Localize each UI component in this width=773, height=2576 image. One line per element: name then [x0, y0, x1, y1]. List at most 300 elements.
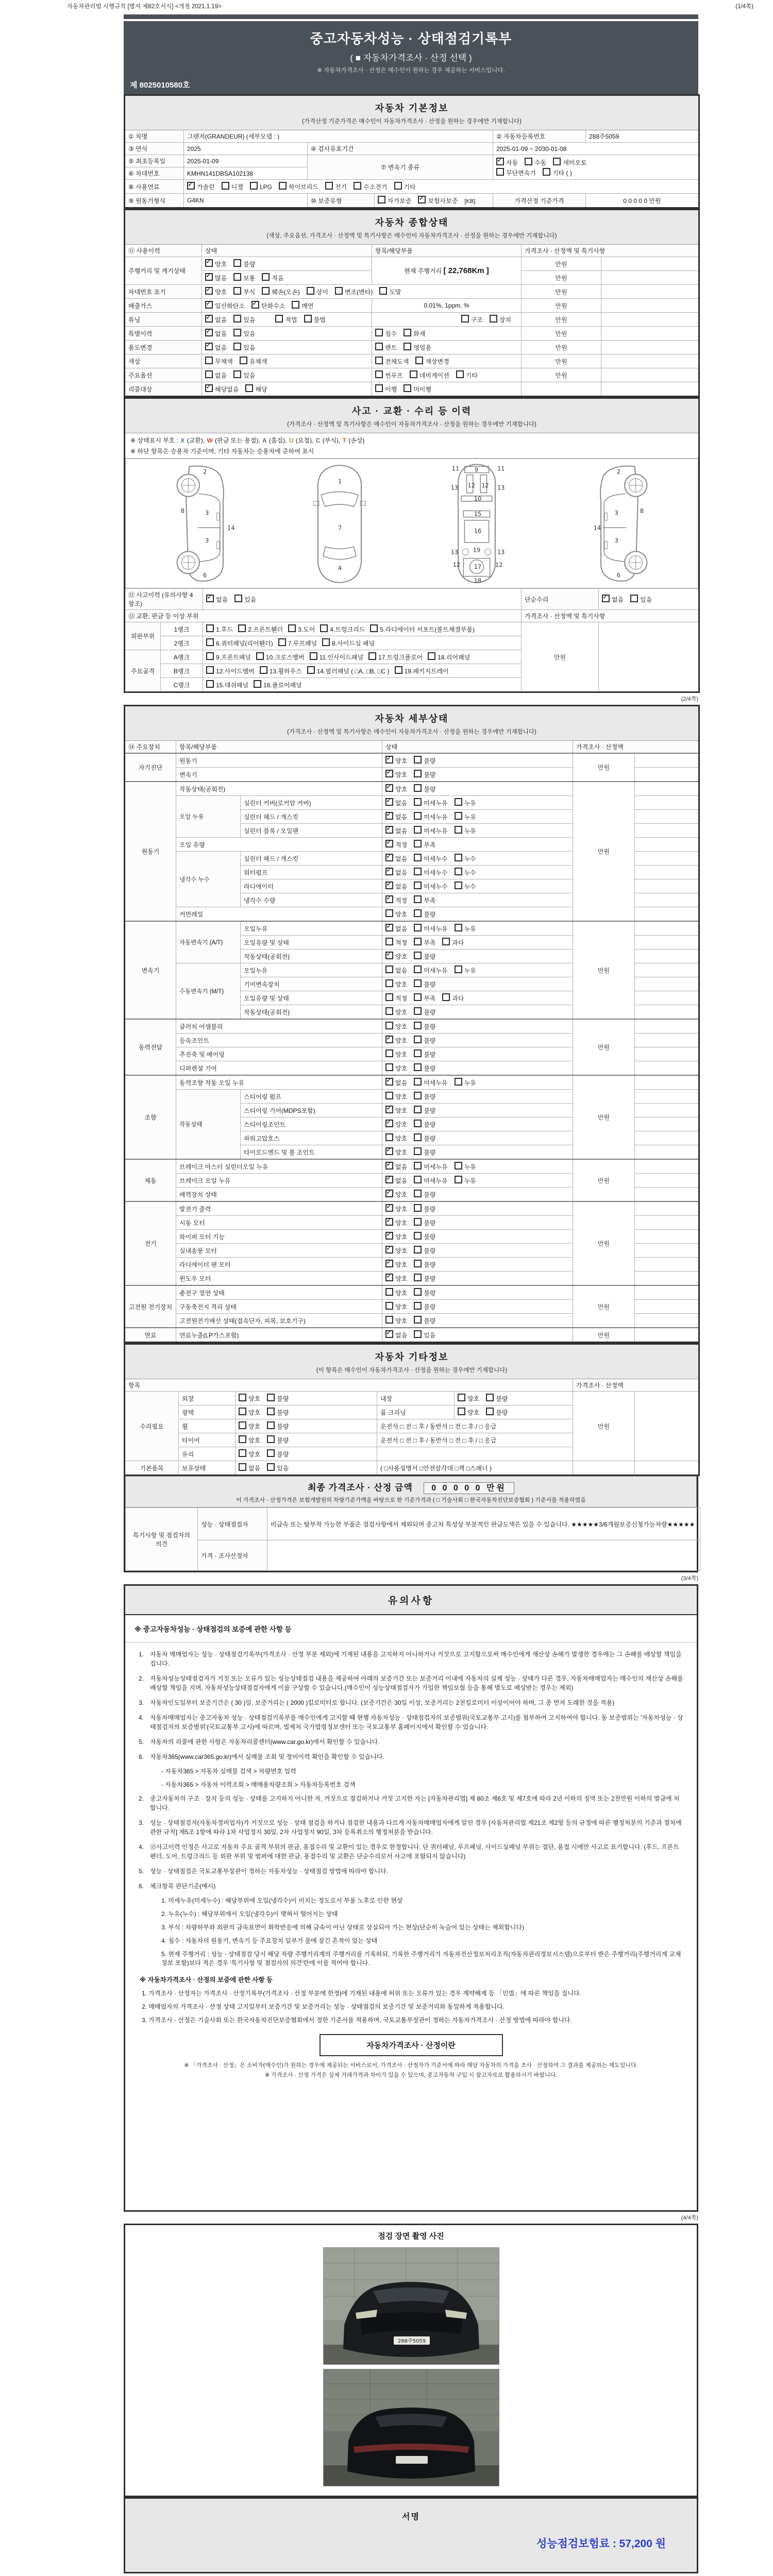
- detail-remark-cell: [635, 1201, 699, 1216]
- detail-item-state: [382, 852, 573, 866]
- svg-text:2: 2: [616, 468, 620, 476]
- checkbox-option: 불량: [414, 1091, 435, 1101]
- empty-checkbox-icon: [307, 287, 314, 295]
- final-price-note: 이 가격조사 · 산정가격은 보험개발원의 차량기준가액을 바탕으로 한 기준가격과 ( □ 기술사회 □ 한국자동차진단보증협회 ) 기준서를 적용하였음: [236, 1497, 586, 1503]
- empty-checkbox-icon: [279, 182, 287, 190]
- tire-state: [236, 1433, 377, 1447]
- detail-remark-cell: [635, 1159, 699, 1174]
- outer-panel-group: 외판부위: [125, 622, 161, 650]
- checkbox-option: 11.인사이드패널: [310, 652, 363, 662]
- detail-group-price: 만원: [573, 1285, 635, 1328]
- accident-title: 사고 · 교환 · 수리 등 이력: [351, 406, 472, 416]
- detail-item-label: 스티어링조인트: [241, 1117, 382, 1131]
- checkbox-option: 상이: [307, 286, 328, 297]
- checkbox-option: 유채색: [240, 356, 267, 366]
- detail-item-label: 연료누출(LP가스포함): [176, 1328, 382, 1343]
- detail-remark-cell: [635, 1131, 699, 1145]
- detail-remark-cell: [635, 753, 699, 768]
- basic-items-group: 기본품목: [125, 1461, 179, 1476]
- checkbox-option: 2.프론트휀더: [238, 624, 283, 634]
- empty-checkbox-icon: [414, 1218, 422, 1226]
- checkbox-option: ✓ 양호: [385, 1217, 407, 1228]
- law-reference: 자동차관리법 시행규칙 [별지 제82호서식] <개정 2021.1.19>: [67, 4, 222, 10]
- checked-checkbox-icon: [385, 895, 393, 903]
- checkbox-option: 미세누유: [414, 798, 447, 808]
- device-group-label: 조향: [125, 1075, 176, 1159]
- checkbox-option: ✓ 없음: [385, 923, 407, 934]
- svg-text:8: 8: [640, 507, 644, 515]
- col-price: 가격조사 · 산정액 및 특기사항: [522, 245, 699, 257]
- vin-mark-label: 차대번호 표기: [125, 285, 202, 299]
- empty-checkbox-icon: [455, 812, 462, 820]
- empty-checkbox-icon: [414, 938, 422, 945]
- detail-item-state: [382, 893, 573, 907]
- checked-checkbox-icon: [187, 182, 195, 190]
- price-survey-notice-item: 2. 매매업자의 가격조사 · 산정 상태 고지일부터 보증기간 및 보증거리는 성능 · 상태점검의 보증기간 및 보증거리와 동일하게 적용합니다.: [142, 2003, 505, 2010]
- empty-checkbox-icon: [245, 384, 253, 392]
- checkbox-option: 없음: [239, 1463, 260, 1473]
- rankC-items: [203, 678, 522, 692]
- price-cell: 만원: [522, 368, 601, 382]
- tuning-item: [372, 313, 522, 327]
- checkbox-option: 썬루프: [375, 370, 403, 380]
- use-change-state: [202, 341, 372, 354]
- detail-item-label: 실내송풍 모터: [176, 1244, 382, 1258]
- checked-checkbox-icon: [496, 158, 504, 165]
- sub-group-label: 자동변속기 (A/T): [176, 921, 241, 963]
- car-name-value: 그랜저(GRANDEUR) (세부모델 : ): [184, 130, 493, 143]
- detail-remark-cell: [635, 838, 699, 852]
- price-survey-definition-note: ※ 「가격조사 · 산정」은 소비자(매수인)가 원하는 경우에 제공되는 서비스로서, 가격조사 · 산정자가 기준서에 따라 해당 자동차의 가격을 조사 · 산정하여 그 결과를 제공하는 제도입니다.: [184, 2062, 638, 2069]
- checked-checkbox-icon: [205, 384, 213, 392]
- checkbox-option: 양호: [385, 1063, 407, 1073]
- checkbox-option: 없음: [205, 370, 227, 380]
- empty-checkbox-icon: [262, 287, 270, 295]
- empty-checkbox-icon: [288, 624, 296, 632]
- tuning-label: 튜닝: [125, 313, 202, 327]
- accident-note: (가격조사 · 산정액 및 특기사항은 매수인이 자동차가격조사 · 산정을 원하는 경우에만 기재합니다): [287, 421, 536, 428]
- detail-item-state: [382, 1145, 573, 1160]
- vin-label: ⑥ 차대번호: [125, 167, 184, 180]
- detail-group-price: 만원: [573, 1159, 635, 1201]
- detail-item-state: [382, 1201, 573, 1216]
- checkbox-option: 10.크로스멤버: [256, 652, 305, 662]
- empty-checkbox-icon: [414, 1092, 422, 1099]
- detail-remark-cell: [635, 1033, 699, 1047]
- detail-remark-cell: [635, 1174, 699, 1188]
- recall-state: [202, 382, 372, 397]
- detail-item-label: 라디에이터: [241, 879, 382, 893]
- appraiser-opinion: [267, 1540, 700, 1571]
- detail-item-state: [382, 936, 573, 950]
- price-cell: 만원: [522, 299, 601, 313]
- empty-checkbox-icon: [414, 1274, 422, 1281]
- checkbox-option: 누수: [455, 853, 476, 863]
- checkbox-option: 무채색: [205, 356, 233, 366]
- state-code-W: W: [207, 437, 213, 444]
- empty-checkbox-icon: [385, 1007, 393, 1015]
- price-cell: 만원: [522, 327, 601, 341]
- checked-checkbox-icon: [205, 273, 213, 281]
- empty-checkbox-icon: [206, 624, 214, 632]
- checkbox-option: 적정: [385, 937, 407, 947]
- notice-item: 5. 자동차의 리콜에 관한 사항은 자동차리콜센터(www.car.go.kr)에서 확인할 수 있습니다.: [139, 1738, 380, 1745]
- checkbox-option: 있음: [267, 1463, 289, 1473]
- checked-checkbox-icon: [602, 595, 610, 602]
- detail-remark-cell: [635, 1104, 699, 1117]
- detail-item-label: 오일유량 및 상태: [241, 936, 382, 950]
- checkbox-option: 있음: [233, 370, 255, 380]
- empty-checkbox-icon: [414, 1049, 422, 1057]
- state-mark-legend: [125, 433, 699, 459]
- detail-item-label: 와이퍼 모터 기능: [176, 1230, 382, 1244]
- empty-checkbox-icon: [320, 624, 328, 632]
- checkbox-option: 누유: [455, 965, 476, 975]
- empty-checkbox-icon: [233, 315, 241, 323]
- checkbox-option: ✓ 없음: [385, 825, 407, 836]
- remark-cell: [601, 382, 699, 397]
- empty-checkbox-icon: [414, 895, 422, 903]
- svg-text:19: 19: [473, 547, 480, 554]
- car-diagram-top: [309, 462, 371, 585]
- empty-checkbox-icon: [385, 1092, 393, 1099]
- price-survey-notice-item: 3. 가격조사 · 산정은 기술사회 또는 한국자동차진단보증협회에서 정한 기준서를 적용하며, 국토교통부장관이 정하는 자동차가격조사 · 산정 방법에 따라야 합니다.: [142, 2016, 572, 2024]
- detail-item-label: 작동상태(공회전): [176, 782, 382, 796]
- detail-item-state: [382, 782, 573, 796]
- mileage-item: [372, 257, 522, 285]
- checked-checkbox-icon: [385, 784, 393, 792]
- car-diagram-side-right: [583, 462, 660, 585]
- detail-item-state: [382, 1047, 573, 1061]
- checkbox-option: ✓ 양호: [385, 1259, 407, 1269]
- rankB-items: [203, 664, 522, 678]
- detail-item-label: 워터펌프: [241, 866, 382, 879]
- empty-checkbox-icon: [385, 993, 393, 1001]
- empty-checkbox-icon: [414, 1232, 422, 1240]
- checkbox-option: 3.도어: [288, 624, 315, 634]
- etc-remark-2: [635, 1461, 699, 1476]
- checkbox-option: 불량: [233, 259, 255, 269]
- notice-subitem: - 자동차365 > 자동차 실매물 검색 > 차량번호 입력: [161, 1768, 296, 1775]
- checkbox-option: 9.프론트패널: [206, 652, 251, 662]
- state-mark-note: ※ 하단 항목은 승용차 기준이며, 기타 자동차는 승용차에 준하여 표시: [130, 448, 314, 455]
- detail-item-state: [382, 1244, 573, 1258]
- empty-checkbox-icon: [385, 909, 393, 917]
- notice-item: 4. ⑫사고이력 인정은 사고로 자동차 주요 골격 부위의 판금, 용접수리 및 교환이 있는 경우로 한정합니다. 단 쿼터패널, 루프패널, 사이드실패널 부위는 절단, 용접 시에만 사고로 표기합니다. (후드, 프론트펜더, 도어, 트렁크리드 등 외판 부위 및 범퍼에 대한 판금, 용접수리 및 교환은 단순수리로서 사고에 포함되지 않습니다): [139, 1843, 679, 1860]
- empty-checkbox-icon: [442, 993, 450, 1001]
- checkbox-option: 부족: [414, 895, 435, 905]
- exchange-remark: [599, 622, 699, 692]
- detail-remark-cell: [635, 1285, 699, 1300]
- wheel-state: [236, 1419, 377, 1433]
- exchange-header: ⑬ 교환, 판금 등 이상 부위: [125, 610, 522, 622]
- checkbox-option: 5.라디에이터 서포트(볼트체결부품): [370, 624, 475, 634]
- room-cleaning-label: 룸 크리닝: [377, 1405, 455, 1419]
- checkbox-option: 적정: [385, 993, 407, 1003]
- empty-checkbox-icon: [414, 909, 422, 917]
- checked-checkbox-icon: [205, 287, 213, 295]
- checkbox-option: 기타: [456, 370, 478, 380]
- detail-remark-cell: [635, 1328, 699, 1343]
- checkbox-option: ✓양호: [205, 259, 227, 269]
- empty-checkbox-icon: [234, 595, 242, 602]
- signature-section: [124, 2497, 698, 2573]
- empty-checkbox-icon: [206, 638, 214, 646]
- state-code-C: C: [315, 437, 321, 444]
- device-group-label: 변속기: [125, 921, 176, 1019]
- notice-item: 3. 자동차인도일부터 보증기간은 ( 30 )일, 보증거리는 ( 2000 )킬로미터로 합니다. (보증기간은 30일 이상, 보증거리는 2천킬로미터 이상이어야 하며, 그 중 먼저 도래한 것을 적용): [139, 1699, 615, 1706]
- checkbox-option: 불량: [414, 1007, 435, 1017]
- checkbox-option: 4.트렁크리드: [320, 624, 365, 634]
- checkbox-option: 양호: [458, 1407, 479, 1417]
- empty-checkbox-icon: [414, 1246, 422, 1253]
- empty-checkbox-icon: [458, 1408, 465, 1415]
- col-item: 항목/해당부품: [372, 245, 522, 257]
- svg-text:11: 11: [497, 465, 505, 472]
- recall-label: 리콜대상: [125, 382, 202, 397]
- empty-checkbox-icon: [233, 273, 241, 281]
- empty-checkbox-icon: [375, 343, 383, 350]
- empty-checkbox-icon: [385, 1316, 393, 1324]
- page-marker-1: (1/4쪽): [735, 4, 753, 10]
- checkbox-option: 불량: [414, 979, 435, 989]
- checkbox-option: ✓ 없음: [385, 1175, 407, 1185]
- checkbox-option: 이행: [375, 384, 397, 394]
- detail-item-state: [382, 1090, 573, 1104]
- mileage-state2: [202, 271, 372, 285]
- checkbox-option: 17.트렁크플로어: [368, 652, 423, 662]
- empty-checkbox-icon: [486, 1394, 494, 1401]
- svg-text:13: 13: [450, 549, 458, 556]
- checkbox-option: ✓ 양호: [385, 1245, 407, 1256]
- color-state: [202, 354, 372, 368]
- checkbox-option: 양호: [385, 1133, 407, 1143]
- empty-checkbox-icon: [267, 1463, 275, 1471]
- glass-extra: [377, 1447, 573, 1461]
- appraiser-label: 가격 · 조사산정자: [198, 1540, 267, 1571]
- empty-checkbox-icon: [385, 1063, 393, 1071]
- checkbox-option: 누유: [455, 798, 476, 808]
- checkbox-option: 적법: [275, 314, 297, 325]
- notice-subitem: - 자동차365 > 자동차 이력조회 > 매매용차량조회 > 자동차등록번호 검색: [161, 1781, 356, 1788]
- checkbox-option: 12.사이드멤버: [206, 666, 255, 676]
- glass-label: 유리: [179, 1447, 236, 1461]
- checkbox-option: 미세누수: [414, 881, 447, 891]
- checked-checkbox-icon: [206, 595, 214, 602]
- detail-group-price: 만원: [573, 1019, 635, 1075]
- empty-checkbox-icon: [414, 1288, 422, 1296]
- empty-checkbox-icon: [239, 1435, 246, 1443]
- empty-checkbox-icon: [250, 182, 258, 190]
- detail-row: [125, 1201, 699, 1216]
- empty-checkbox-icon: [222, 182, 229, 190]
- checkbox-option: 해당: [245, 384, 267, 394]
- overall-state-title: 자동차 종합상태: [375, 217, 449, 228]
- detail-item-state: [382, 963, 573, 977]
- detail-remark-cell: [635, 1090, 699, 1104]
- checkbox-option: 양호: [239, 1393, 260, 1403]
- opinion-group-label: 특기사항 및 점검자의 의견: [126, 1508, 198, 1571]
- detail-item-state: [382, 950, 573, 963]
- notices-section: [124, 1584, 698, 2212]
- svg-text:12: 12: [452, 562, 460, 569]
- checkbox-option: ✓ 없음: [385, 853, 407, 863]
- price-survey-definition-note: ※ 가격조사 · 산정 가격은 실제 거래가격과 차이가 있을 수 있으며, 중고자동차 구입 시 참고자료로 활용하시기 바랍니다.: [264, 2072, 558, 2078]
- checkbox-option: 미세누유: [414, 811, 447, 822]
- checked-checkbox-icon: [385, 1106, 393, 1113]
- detail-item-label: 오일유량 및 상태: [241, 991, 382, 1005]
- exterior-state: [236, 1392, 377, 1405]
- svg-text:288주5059: 288주5059: [397, 2338, 426, 2344]
- checkbox-option: 불량: [414, 1147, 435, 1157]
- checkbox-option: ✓ 가솔린: [187, 181, 215, 192]
- empty-checkbox-icon: [414, 1190, 422, 1197]
- empty-checkbox-icon: [267, 1421, 275, 1429]
- empty-checkbox-icon: [414, 1022, 422, 1029]
- sub-group-label: 냉각수 누수: [176, 852, 241, 907]
- empty-checkbox-icon: [385, 1133, 393, 1141]
- checked-checkbox-icon: [385, 1162, 393, 1170]
- checkbox-option: 수동: [525, 157, 546, 167]
- detail-row: [125, 1285, 699, 1300]
- first-reg-label: ⑤ 최초등록일: [125, 155, 184, 167]
- checkbox-option: 변조(변타): [335, 286, 373, 297]
- checkbox-option: ✓ 양호: [385, 784, 407, 794]
- tire-detail: 운전석 □ 전 □ 후 / 동반석 □ 전 □ 후 / □ 응급: [377, 1433, 573, 1447]
- checkbox-option: 불량: [414, 1287, 435, 1298]
- detail-item-state: [382, 1061, 573, 1076]
- inspector-label: 성능 · 상태점검자: [198, 1508, 267, 1540]
- checkbox-option: 불량: [414, 1119, 435, 1129]
- svg-text:8: 8: [180, 507, 184, 515]
- repair-needed-group: 수리필요: [125, 1392, 179, 1461]
- checkbox-option: 양호: [385, 1049, 407, 1059]
- detail-item-label: 브레이크 마스터 실린더오일 누유: [176, 1159, 382, 1174]
- empty-checkbox-icon: [414, 1330, 422, 1338]
- remark-cell: [601, 299, 699, 313]
- checked-checkbox-icon: [385, 826, 393, 834]
- empty-checkbox-icon: [385, 1022, 393, 1029]
- exchange-price-header: 가격조사 · 산정액 및 특기사항: [522, 610, 699, 622]
- checkbox-option: 불량: [267, 1449, 289, 1459]
- checked-checkbox-icon: [385, 1120, 393, 1127]
- detail-remark-cell: [635, 1300, 699, 1314]
- checkbox-option: ✓ 없음: [205, 342, 227, 352]
- checked-checkbox-icon: [205, 301, 213, 309]
- detail-remark-cell: [635, 1230, 699, 1244]
- empty-checkbox-icon: [385, 1288, 393, 1296]
- checkbox-option: ✓ 양호: [385, 951, 407, 961]
- basic-info-title: 자동차 기본정보: [375, 103, 449, 113]
- notice-item: 4. 자동차매매업자는 중고자동차 성능 · 상태점검기록부를 매수인에게 고지할 때 현행 자동차성능 · 상태점검자의 보증범위(국토교통부 고시)를 첨부하여 고지하여야 합니다. 동 보증범위는 '자동차성능 · 상태점검자의 보증범위'(국토교통부 고시)에 따르며, 법제처 국가법령정보센터 또는 국토교통부 홈페이지에서 확인할 수 있습니다.: [139, 1714, 683, 1731]
- empty-checkbox-icon: [414, 979, 422, 987]
- checkbox-option: 19.패키지트레이: [395, 666, 449, 676]
- checkbox-option: 불량: [414, 1217, 435, 1228]
- rankA-items: [203, 650, 522, 664]
- checkbox-option: 양호: [385, 1315, 407, 1326]
- wheel-detail: 운전석 □ 전 □ 후 / 동반석 □ 전 □ 후 / □ 응급: [377, 1419, 573, 1433]
- fuel-options: [184, 180, 699, 194]
- detail-remark-cell: [635, 1061, 699, 1076]
- checked-checkbox-icon: [205, 343, 213, 350]
- detail-item-state: [382, 1216, 573, 1230]
- notice-item: 5. 성능 · 상태점검은 국토교통부장관이 정하는 자동차성능 · 상태점검 방법에 따라야 합니다.: [139, 1868, 388, 1875]
- emission-label: 배출가스: [125, 299, 202, 313]
- state-code-T: T: [342, 437, 346, 444]
- empty-checkbox-icon: [456, 370, 464, 378]
- empty-checkbox-icon: [414, 868, 422, 875]
- interior-label: 내장: [377, 1392, 455, 1405]
- col-detail-state: 상태: [382, 741, 573, 754]
- checked-checkbox-icon: [205, 259, 213, 267]
- checkbox-option: ✓자동: [496, 157, 518, 167]
- accident-header: [125, 398, 699, 433]
- detail-remark-cell: [635, 1272, 699, 1286]
- checked-checkbox-icon: [385, 1204, 393, 1212]
- signature-title: 서명: [402, 2513, 420, 2521]
- svg-text:4: 4: [338, 565, 342, 572]
- checkbox-option: 부족: [414, 937, 435, 947]
- notice-item: 6. 체크항목 판단기준(예시): [139, 1883, 216, 1890]
- detail-item-label: 스티어링 펌프: [241, 1090, 382, 1104]
- checkbox-option: 불량: [414, 1063, 435, 1073]
- price-survey-note: ※ 자동차가격조사 · 산정은 매수인이 원하는 경우 제공하는 서비스입니다.: [317, 67, 505, 74]
- empty-checkbox-icon: [415, 357, 423, 364]
- detail-remark-cell: [635, 866, 699, 879]
- detail-row: [125, 753, 699, 768]
- overall-state-header: [125, 210, 699, 245]
- basic-info-note: (가격산정 기준가격은 매수인이 자동차가격조사 · 산정을 원하는 경우에만 기재합니다): [302, 118, 522, 125]
- checkbox-option: 과다: [442, 993, 464, 1003]
- checkbox-option: 미세누유: [414, 825, 447, 836]
- checked-checkbox-icon: [385, 924, 393, 931]
- simple-repair-state: [599, 589, 699, 610]
- detail-item-label: 브레이크 오일 누유: [176, 1174, 382, 1188]
- empty-checkbox-icon: [239, 1449, 246, 1457]
- empty-checkbox-icon: [370, 624, 378, 632]
- checked-checkbox-icon: [385, 1274, 393, 1281]
- detail-remark-cell: [635, 1188, 699, 1202]
- detail-item-label: 발전기 출력: [176, 1201, 382, 1216]
- state-code-X: X: [180, 437, 185, 444]
- checkbox-option: 미세누유: [414, 1175, 447, 1185]
- detail-item-label: 스티어링 기어(MDPS포함): [241, 1104, 382, 1117]
- checkbox-option: ✓ 양호: [385, 1119, 407, 1129]
- checked-checkbox-icon: [385, 1330, 393, 1338]
- detail-remark-cell: [635, 824, 699, 838]
- detail-remark-cell: [635, 852, 699, 866]
- empty-checkbox-icon: [375, 357, 383, 364]
- svg-text:14: 14: [593, 524, 601, 532]
- empty-checkbox-icon: [414, 840, 422, 848]
- checkbox-option: 미세누유: [414, 923, 447, 934]
- page-top-strip: [0, 0, 773, 14]
- rankC-label: C랭크: [161, 678, 203, 692]
- document-title: 중고자동차성능 · 상태점검기록부: [310, 31, 512, 46]
- warranty-checkboxes: [378, 197, 464, 205]
- empty-checkbox-icon: [368, 652, 376, 660]
- checkbox-option: 보통: [233, 273, 255, 283]
- checkbox-option: ✓ 해당없음: [205, 384, 239, 394]
- empty-checkbox-icon: [414, 1007, 422, 1015]
- first-reg-value: 2025-01-09: [184, 155, 308, 167]
- checkbox-option: 16.플로어패널: [254, 680, 302, 690]
- checkbox-option: 불량: [414, 1021, 435, 1031]
- notice-subitem: 5. 현재 주행거리 : 성능 · 상태점검 당시 해당 차량 주행거리계의 주행거리를 기록하되, 기록한 주행거리가 자동차전산정보처리조직(자동차관리정보시스템)으로부터 받은 주행거리(주행거리계 교체 정보 포함)보다 적은 경우 '특기사항 및 점검자의 의견'란에 이를 적어야 합니다.: [161, 1951, 681, 1967]
- keep-detail: ( □사용설명서 □안전삼각대 □잭 □스패너 ): [377, 1461, 573, 1476]
- color-label: 색상: [125, 354, 202, 368]
- col-device: ⑭ 주요장치: [125, 741, 176, 754]
